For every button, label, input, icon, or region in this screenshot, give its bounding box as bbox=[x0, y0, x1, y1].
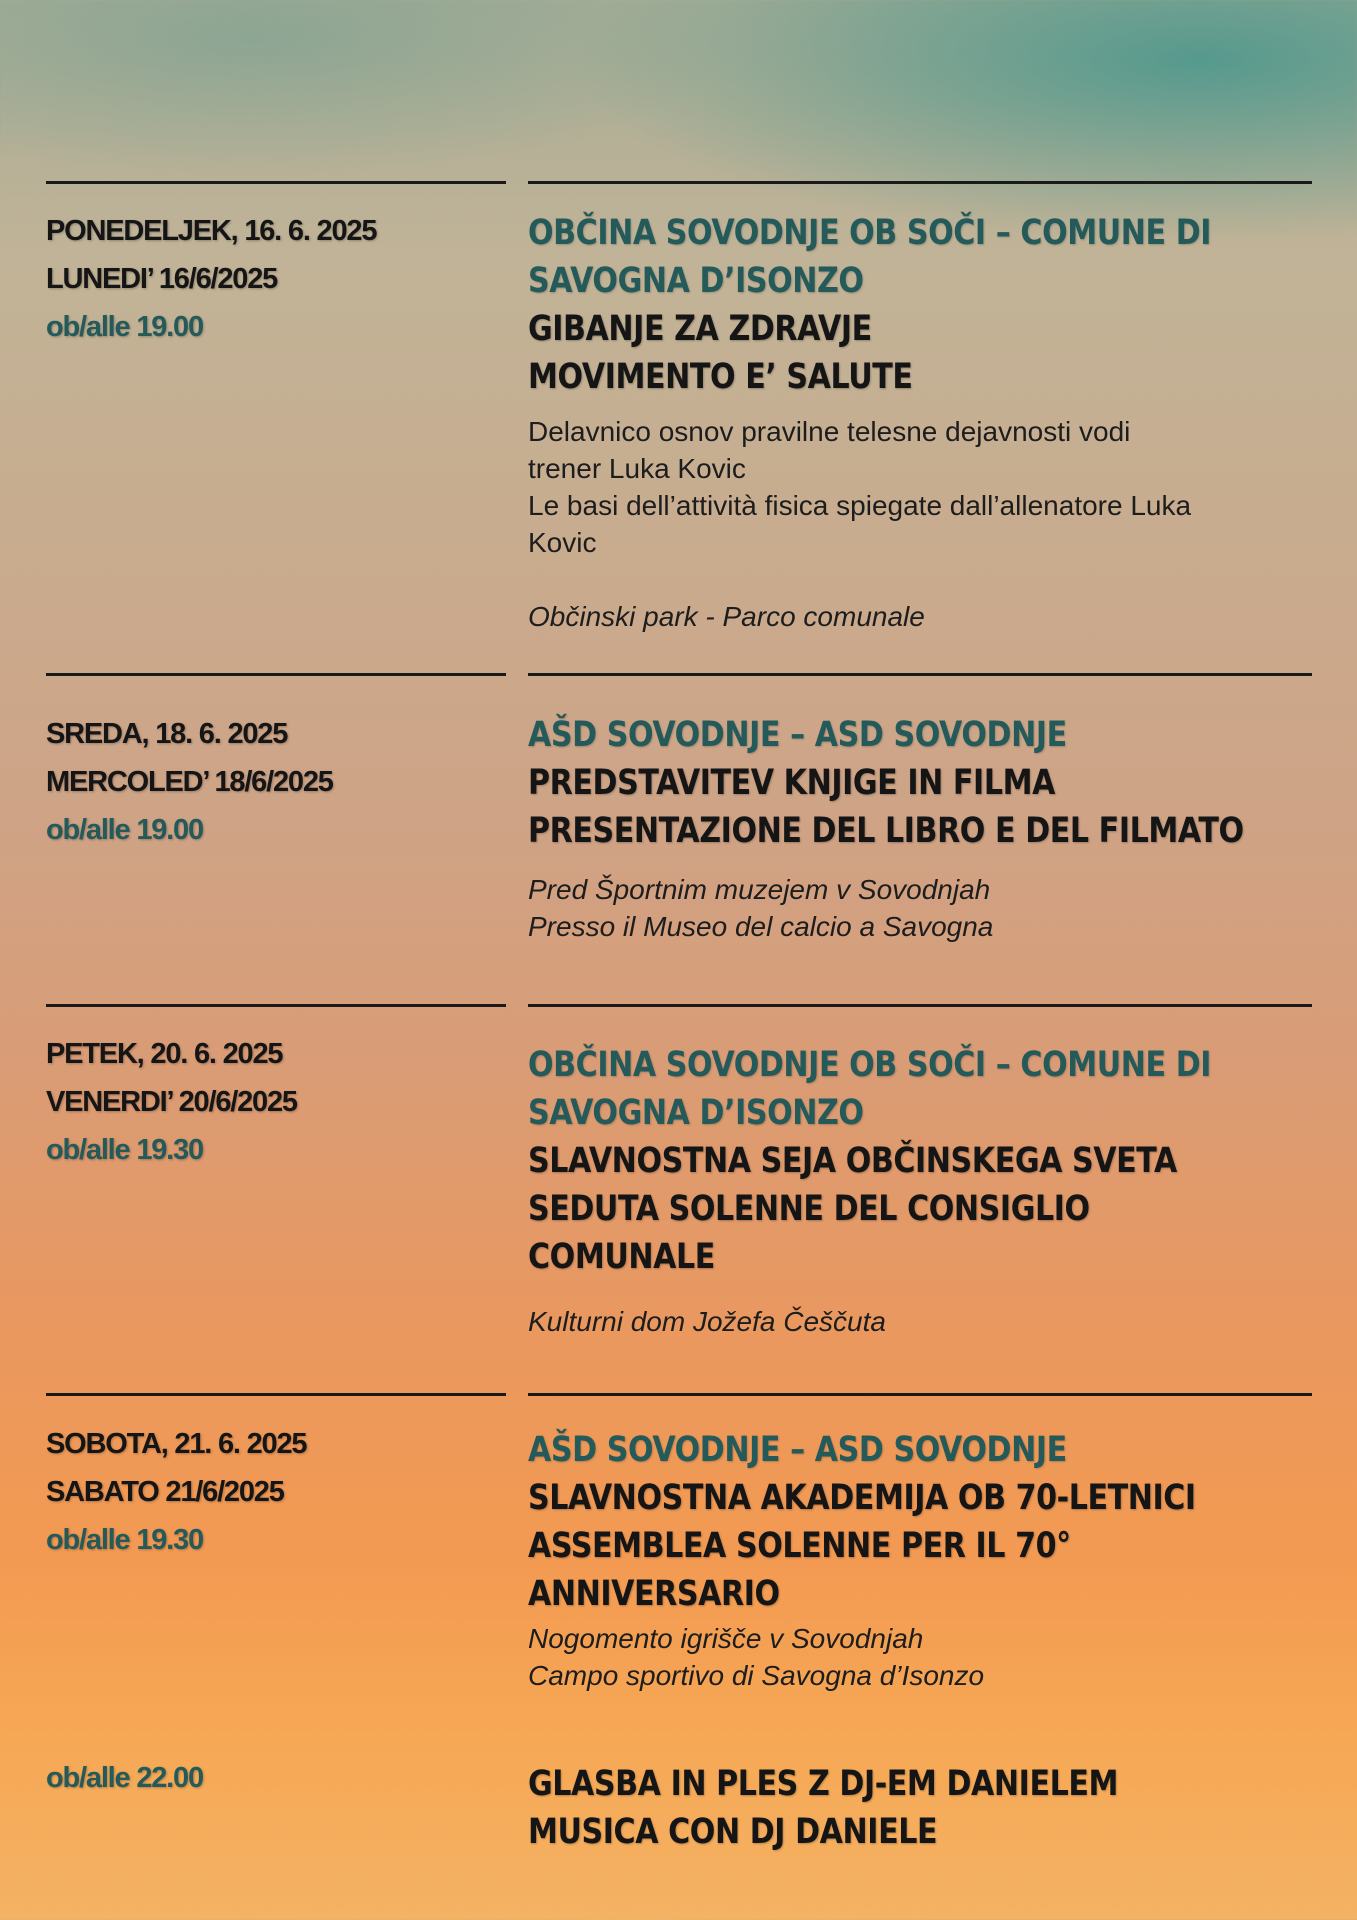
description-line: trener Luka Kovic bbox=[528, 453, 746, 484]
organizer-line: AŠD SOVODNJE – ASD SOVODNJE bbox=[528, 1430, 1067, 1470]
event-date-slovene: PONEDELJEK, 16. 6. 2025 bbox=[46, 215, 377, 247]
event-venue bbox=[528, 598, 1318, 635]
event-1-details bbox=[528, 209, 1318, 635]
event-venue bbox=[528, 871, 1318, 945]
organizer-line: OBČINA SOVODNJE OB SOČI – COMUNE DI bbox=[528, 1045, 1212, 1085]
event-4-date-block bbox=[46, 1420, 506, 1564]
title-line: GLASBA IN PLES Z DJ-EM DANIELEM bbox=[528, 1764, 1118, 1804]
title-line: ASSEMBLEA SOLENNE PER IL 70° bbox=[528, 1526, 1071, 1566]
title-line: ANNIVERSARIO bbox=[528, 1574, 780, 1614]
event-date-italian: LUNEDI’ 16/6/2025 bbox=[46, 263, 278, 295]
venue-line: Nogomento igrišče v Sovodnjah bbox=[528, 1623, 924, 1654]
event-time: ob/alle 19.00 bbox=[46, 814, 203, 846]
title-line: MUSICA CON DJ DANIELE bbox=[528, 1812, 938, 1852]
event-date-slovene: SREDA, 18. 6. 2025 bbox=[46, 718, 288, 750]
title-line: MOVIMENTO E’ SALUTE bbox=[528, 357, 913, 397]
event-title bbox=[528, 1760, 1318, 1856]
venue-line: Presso il Museo del calcio a Savogna bbox=[528, 911, 994, 942]
organizer-line: SAVOGNA D’ISONZO bbox=[528, 1093, 864, 1133]
event-date-italian: VENERDI’ 20/6/2025 bbox=[46, 1086, 297, 1118]
event-3-details bbox=[528, 1041, 1318, 1340]
event-time: ob/alle 22.00 bbox=[46, 1762, 203, 1794]
event-2-details bbox=[528, 711, 1318, 945]
description-line: Le basi dell’attività fisica spiegate dall’allenatore Luka bbox=[528, 490, 1192, 521]
title-line: SLAVNOSTNA AKADEMIJA OB 70-LETNICI bbox=[528, 1478, 1196, 1518]
event-1-date-block bbox=[46, 207, 506, 351]
event-2-date-block bbox=[46, 710, 506, 854]
event-organizer bbox=[528, 209, 1318, 305]
description-line: Kovic bbox=[528, 527, 597, 558]
event-date-slovene: PETEK, 20. 6. 2025 bbox=[46, 1038, 283, 1070]
event-date-slovene: SOBOTA, 21. 6. 2025 bbox=[46, 1428, 307, 1460]
organizer-line: SAVOGNA D’ISONZO bbox=[528, 261, 864, 301]
event-5-details bbox=[528, 1760, 1318, 1856]
event-4-details bbox=[528, 1426, 1318, 1694]
event-venue bbox=[528, 1303, 1318, 1340]
event-title bbox=[528, 1474, 1318, 1618]
divider-4-right bbox=[528, 1393, 1312, 1396]
title-line: PRESENTAZIONE DEL LIBRO E DEL FILMATO bbox=[528, 811, 1244, 851]
title-line: SEDUTA SOLENNE DEL CONSIGLIO bbox=[528, 1189, 1090, 1229]
event-organizer bbox=[528, 1426, 1318, 1474]
venue-line: Občinski park - Parco comunale bbox=[528, 601, 925, 632]
event-3-date-block bbox=[46, 1030, 506, 1174]
event-5-date-block bbox=[46, 1754, 506, 1802]
event-venue bbox=[528, 1620, 1318, 1694]
event-time: ob/alle 19.30 bbox=[46, 1134, 203, 1166]
divider-4-left bbox=[46, 1393, 506, 1396]
divider-1-right bbox=[528, 181, 1312, 184]
venue-line: Campo sportivo di Savogna d’Isonzo bbox=[528, 1660, 985, 1691]
divider-3-right bbox=[528, 1004, 1312, 1007]
event-title bbox=[528, 305, 1318, 401]
divider-2-left bbox=[46, 673, 506, 676]
title-line: COMUNALE bbox=[528, 1237, 715, 1277]
venue-line: Pred Športnim muzejem v Sovodnjah bbox=[528, 874, 991, 905]
event-time: ob/alle 19.00 bbox=[46, 311, 203, 343]
title-line: SLAVNOSTNA SEJA OBČINSKEGA SVETA bbox=[528, 1141, 1177, 1181]
divider-1-left bbox=[46, 181, 506, 184]
venue-line: Kulturni dom Jožefa Češčuta bbox=[528, 1306, 886, 1337]
event-organizer bbox=[528, 1041, 1318, 1137]
divider-2-right bbox=[528, 673, 1312, 676]
event-title bbox=[528, 1137, 1318, 1281]
event-title bbox=[528, 759, 1318, 855]
title-line: PREDSTAVITEV KNJIGE IN FILMA bbox=[528, 763, 1055, 803]
event-organizer bbox=[528, 711, 1318, 759]
description-line: Delavnico osnov pravilne telesne dejavnosti vodi bbox=[528, 416, 1131, 447]
event-date-italian: MERCOLED’ 18/6/2025 bbox=[46, 766, 333, 798]
event-date-italian: SABATO 21/6/2025 bbox=[46, 1476, 284, 1508]
divider-3-left bbox=[46, 1004, 506, 1007]
organizer-line: AŠD SOVODNJE – ASD SOVODNJE bbox=[528, 715, 1067, 755]
event-description bbox=[528, 413, 1318, 561]
title-line: GIBANJE ZA ZDRAVJE bbox=[528, 309, 872, 349]
organizer-line: OBČINA SOVODNJE OB SOČI – COMUNE DI bbox=[528, 213, 1212, 253]
event-time: ob/alle 19.30 bbox=[46, 1524, 203, 1556]
